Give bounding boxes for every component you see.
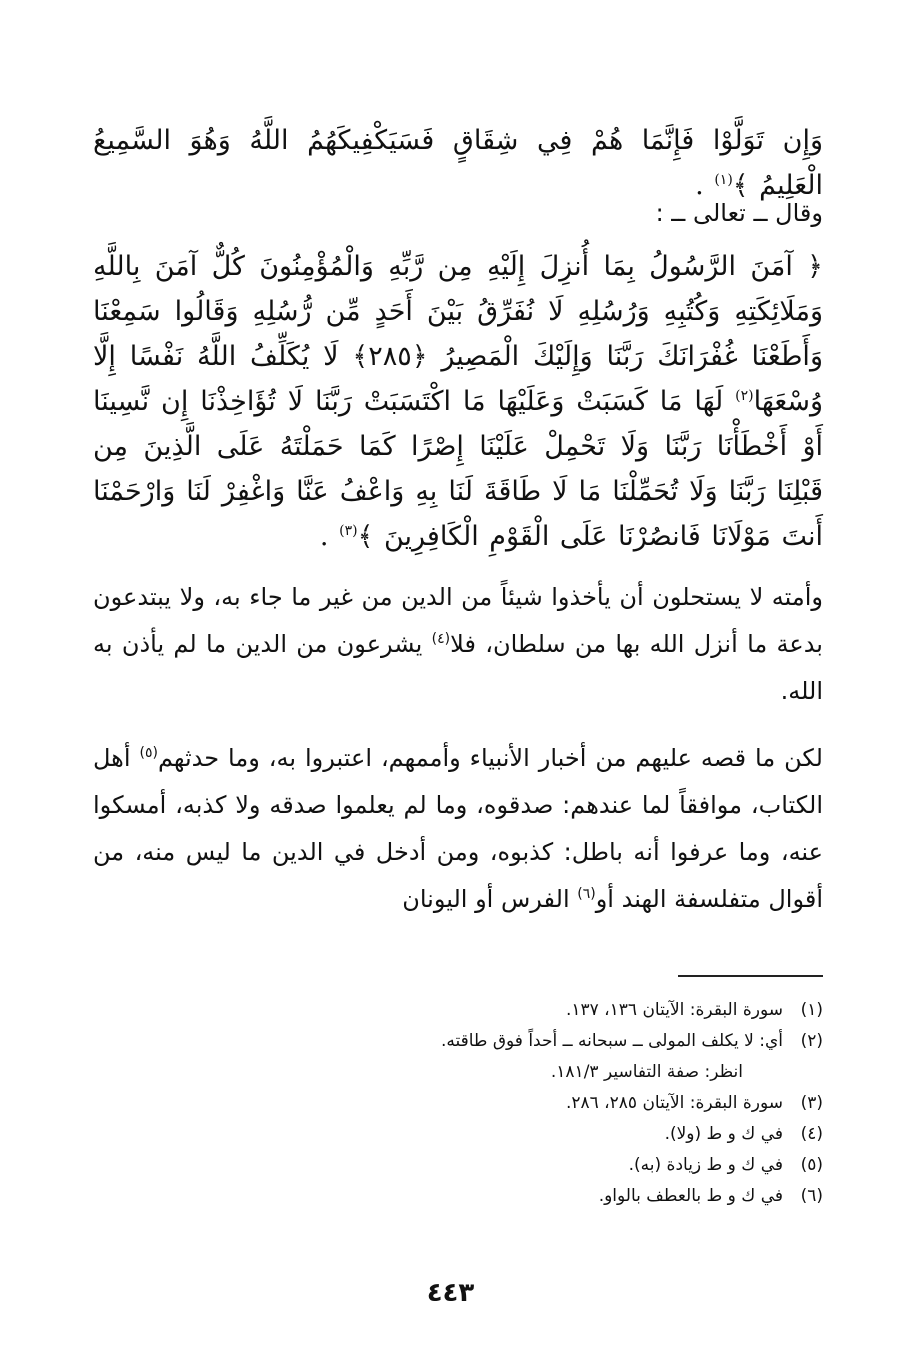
footnote-divider (678, 975, 823, 977)
footnote-item (93, 1057, 823, 1088)
footnote-ref-4: (٤) (431, 631, 451, 647)
footnote-number: (٥) (800, 1155, 823, 1175)
footnote-number (783, 1057, 823, 1088)
footnote-item (93, 1088, 823, 1119)
page-number: ٤٤٣ (426, 1278, 475, 1308)
verse-text-end: . (319, 521, 340, 552)
footnote-number: (١) (800, 1000, 823, 1020)
footnote-ref-5: (٥) (139, 745, 158, 761)
footnote-item (93, 1026, 823, 1057)
footnote-text: في ك و ط بالعطف بالواو. (598, 1186, 783, 1206)
footnote-item (93, 995, 823, 1026)
footnote-number: (٦) (800, 1186, 823, 1206)
footnote-item (93, 1119, 823, 1150)
verse-text-part-2: لَهَا مَا كَسَبَتْ وَعَلَيْهَا مَا اكْتَسَبَتْ رَبَّنَا لَا تُؤَاخِذْنَا إِن نَّسِينَا أَوْ أَخْطَأْنَا رَبَّنَا وَلَا تَحْمِلْ عَلَيْنَا إِصْرًا كَمَا حَمَلْتَهُ عَلَى الَّذِينَ مِن قَبْلِنَا رَبَّنَا وَلَا تُحَمِّلْنَا مَا لَا طَاقَةَ لَنَا بِهِ وَاعْفُ عَنَّا وَاغْفِرْ لَنَا وَارْحَمْنَا أَنتَ مَوْلَانَا فَانصُرْنَا عَلَى الْقَوْمِ الْكَافِرِينَ ﴾ (93, 386, 823, 552)
verse-text-part-1: ﴿ آمَنَ الرَّسُولُ بِمَا أُنزِلَ إِلَيْهِ مِن رَّبِّهِ وَالْمُؤْمِنُونَ كُلٌّ آمَنَ بِاللَّهِ وَمَلَائِكَتِهِ وَكُتُبِهِ وَرُسُلِهِ لَا نُفَرِّقُ بَيْنَ أَحَدٍ مِّن رُّسُلِهِ وَقَالُوا سَمِعْنَا وَأَطَعْنَا غُفْرَانَكَ رَبَّنَا وَإِلَيْكَ الْمَصِيرُ ﴿٢٨٥﴾ لَا يُكَلِّفُ اللَّهُ نَفْسًا إِلَّا وُسْعَهَا (93, 251, 823, 417)
footnote-text: أي: لا يكلف المولى ــ سبحانه ــ أحداً فوق طاقته. (440, 1031, 783, 1051)
footnote-item (93, 1150, 823, 1181)
footnote-number: (٣) (800, 1093, 823, 1113)
footnote-number: (٤) (800, 1124, 823, 1144)
paragraph-2-text-2: أهل الكتاب، موافقاً لما عندهم: صدقوه، وما لم يعلموا صدقه ولا كذبه، أمسكوا عنه، وما عرفوا أنه باطل: كذبوه، ومن أدخل في الدين ما ليس منه، من أقوال متفلسفة الهند أو (93, 744, 823, 913)
paragraph-2-text: لكن ما قصه عليهم من أخبار الأنبياء وأممهم، اعتبروا به، وما حدثهم (157, 744, 823, 772)
paragraph-2-text-3: الفرس أو اليونان (402, 885, 578, 913)
intro-line: وقال ــ تعالى ــ : (655, 199, 823, 227)
footnote-number: (٢) (800, 1031, 823, 1051)
paragraph-1-text-2: يشرعون من الدين ما لم يأذن به الله. (93, 630, 823, 705)
verse-fragment-end: . (695, 170, 715, 201)
footnote-text: في ك و ط (ولا). (664, 1124, 783, 1144)
verse-fragment-text: وَإِن تَوَلَّوْا فَإِنَّمَا هُمْ فِي شِقَاقٍ فَسَيَكْفِيكَهُمُ اللَّهُ وَهُوَ السَّمِيعُ الْعَلِيمُ ﴾ (93, 125, 823, 201)
footnote-text: سورة البقرة: الآيتان ١٣٦، ١٣٧. (565, 1000, 783, 1020)
footnote-ref-6: (٦) (577, 886, 596, 902)
footnote-ref-1: (١) (714, 172, 733, 188)
footnote-item (93, 1181, 823, 1212)
footnote-text: في ك و ط زيادة (به). (628, 1155, 783, 1175)
footnote-text: انظر: صفة التفاسير ١٨١/٣. (550, 1062, 743, 1082)
footnote-text: سورة البقرة: الآيتان ٢٨٥، ٢٨٦. (565, 1093, 783, 1113)
footnote-ref-2: (٢) (735, 388, 754, 404)
paragraph-1 (93, 574, 823, 715)
footnote-ref-3: (٣) (339, 523, 358, 539)
paragraph-2 (93, 735, 823, 923)
footnotes-list (93, 995, 823, 1212)
verse-block (93, 244, 823, 559)
paragraph-1-text: وأمته لا يستحلون أن يأخذوا شيئاً من الدين من غير ما جاء به، ولا يبتدعون بدعة ما أنزل الله بها من سلطان، فلا (93, 583, 823, 658)
